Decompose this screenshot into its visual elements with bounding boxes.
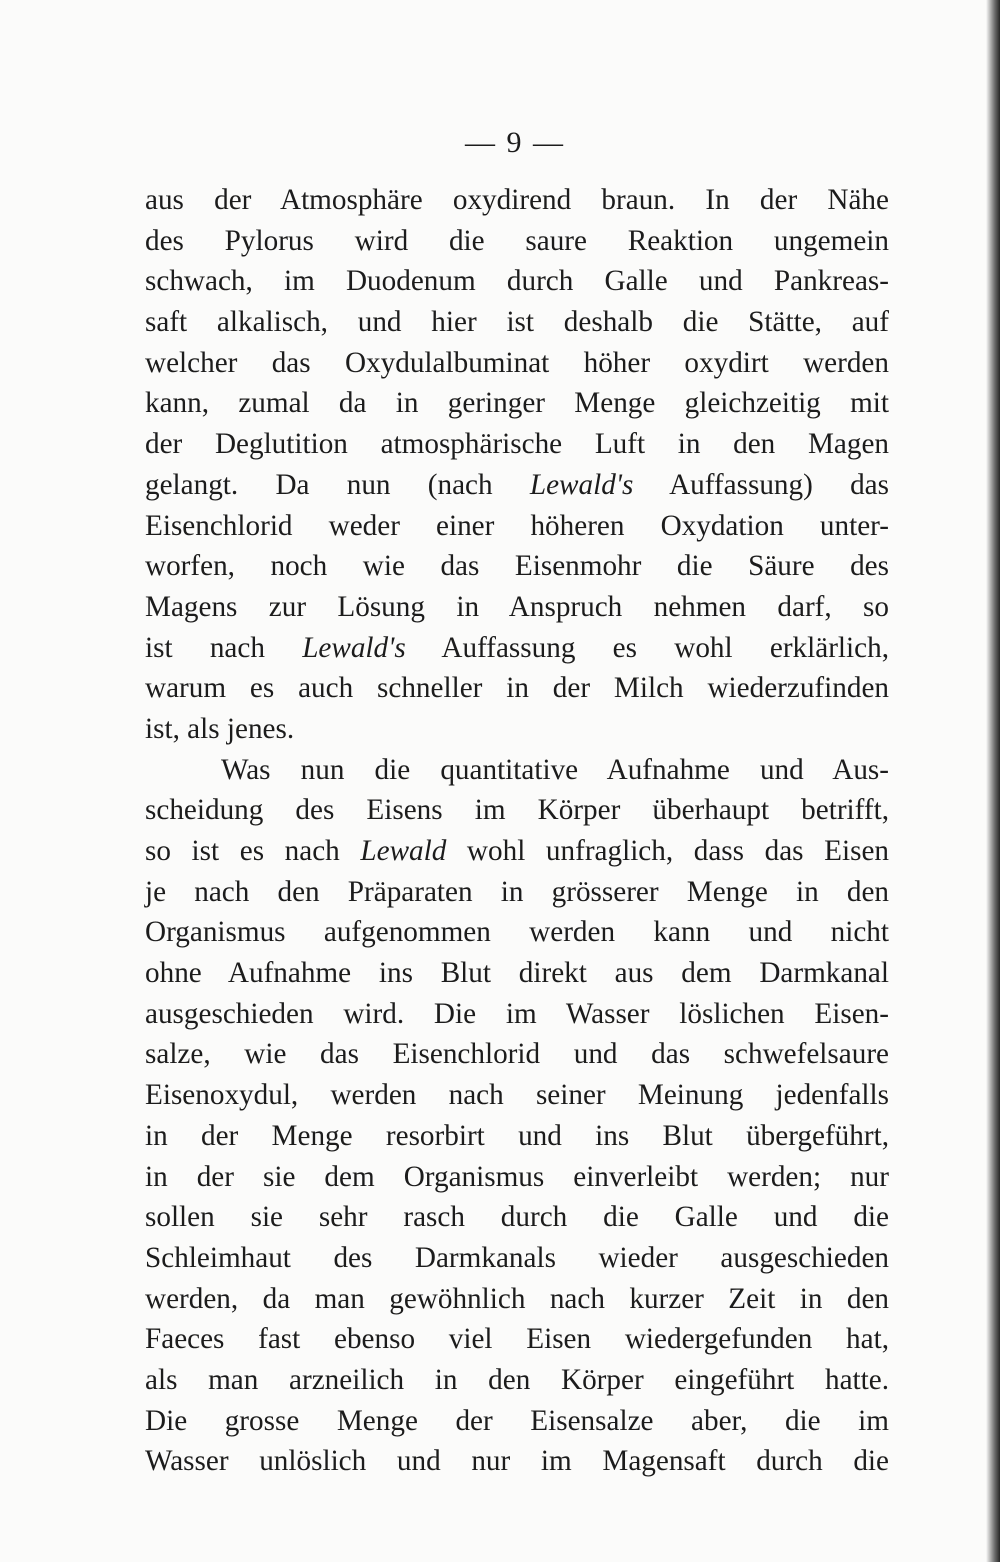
text-line: scheidung des Eisens im Körper überhaupt betrifft, <box>145 794 889 827</box>
text-line: ausgeschieden wird. Die im Wasser löslichen Eisen- <box>145 997 889 1030</box>
text-line: aus der Atmosphäre oxydirend braun. In der Nähe <box>145 184 889 216</box>
text-line: Faeces fast ebenso viel Eisen wiedergefunden hat, <box>145 1323 889 1356</box>
text-line: so ist es nach Lewald wohl unfraglich, dass das Eisen <box>145 835 889 867</box>
text-line: Was nun die quantitative Aufnahme und Aus- <box>221 753 889 786</box>
text-line: worfen, noch wie das Eisenmohr die Säure des <box>145 550 889 583</box>
text-line: ist, als jenes. <box>145 712 295 745</box>
text-line: schwach, im Duodenum durch Galle und Pankreas- <box>145 265 889 298</box>
body-text <box>145 180 889 1482</box>
page-edge-shadow <box>986 0 1000 1562</box>
text-line: saft alkalisch, und hier ist deshalb die Stätte, auf <box>145 306 889 339</box>
text-line: Eisenchlorid weder einer höheren Oxydation unter- <box>145 509 889 542</box>
author-name-italic: Lewald <box>360 835 447 867</box>
text-line: in der sie dem Organismus einverleibt werden; nur <box>145 1160 889 1193</box>
text-line: Eisenoxydul, werden nach seiner Meinung jedenfalls <box>145 1079 889 1112</box>
author-name-italic: Lewald's <box>302 631 406 664</box>
text-line: des Pylorus wird die saure Reaktion ungemein <box>145 224 889 257</box>
text-line: sollen sie sehr rasch durch die Galle und die <box>145 1201 889 1234</box>
text-line: warum es auch schneller in der Milch wiederzufinden <box>145 672 889 705</box>
text-line: werden, da man gewöhnlich nach kurzer Zeit in den <box>145 1282 889 1315</box>
text-line: kann, zumal da in geringer Menge gleichzeitig mit <box>145 387 889 420</box>
author-name-italic: Lewald's <box>529 468 634 501</box>
text-line: salze, wie das Eisenchlorid und das schwefelsaure <box>145 1038 889 1071</box>
text-line: Organismus aufgenommen werden kann und nicht <box>145 916 889 949</box>
text-line: gelangt. Da nun (nach Lewald's Auffassung) das <box>145 468 889 501</box>
text-line: ist nach Lewald's Auffassung es wohl erklärlich, <box>145 631 889 664</box>
text-line: als man arzneilich in den Körper eingeführt hatte. <box>145 1363 889 1396</box>
text-line: welcher das Oxydulalbuminat höher oxydirt werden <box>145 346 889 379</box>
text-line: Magens zur Lösung in Anspruch nehmen darf, so <box>145 590 889 623</box>
page-number: — 9 — <box>465 126 565 159</box>
text-line: Schleimhaut des Darmkanals wieder ausgeschieden <box>145 1241 889 1274</box>
text-line: in der Menge resorbirt und ins Blut übergeführt, <box>145 1119 889 1152</box>
text-line: der Deglutition atmosphärische Luft in den Magen <box>145 428 889 461</box>
text-line: je nach den Präparaten in grösserer Menge in den <box>145 875 889 908</box>
text-line: ohne Aufnahme ins Blut direkt aus dem Darmkanal <box>145 957 889 990</box>
text-line: Die grosse Menge der Eisensalze aber, die im <box>145 1404 889 1437</box>
text-line: Wasser unlöslich und nur im Magensaft durch die <box>145 1445 889 1478</box>
